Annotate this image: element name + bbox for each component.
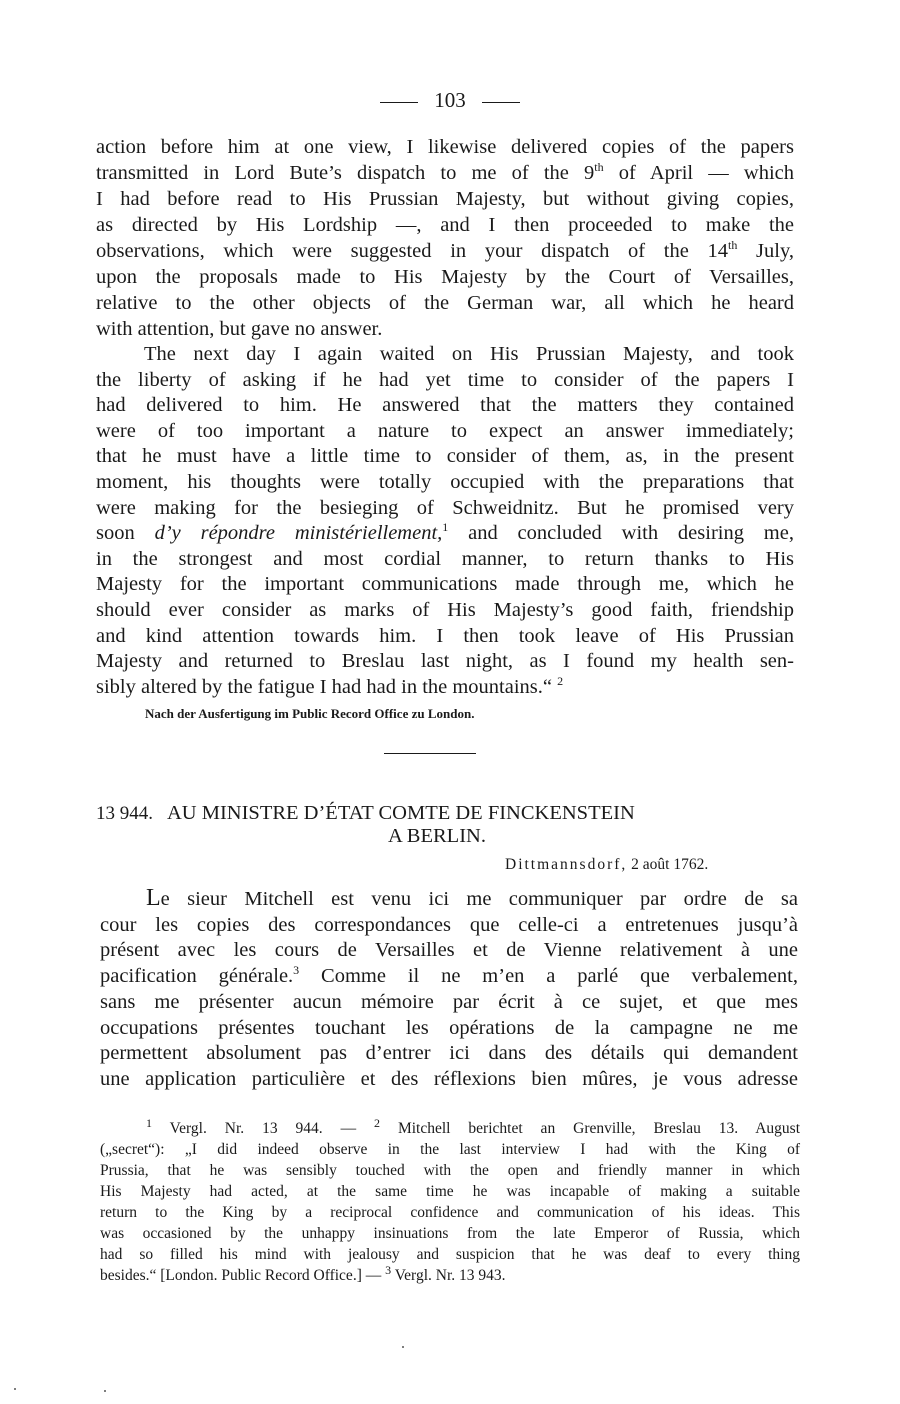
document-heading	[96, 800, 796, 827]
body-line: Majesty for the important communications made through me, which he	[96, 573, 794, 595]
page-number-dash-right	[482, 102, 520, 103]
footnote-line: was occasioned by the unhappy insinuations from the late Emperor of Russia, which	[100, 1225, 800, 1242]
body-line: permettent absolument pas d’entrer ici dans des détails qui demandent	[100, 1042, 798, 1064]
body-line: soon d’y répondre ministériellement,$^1$ and concluded with desiring me,	[96, 520, 794, 544]
footnote-line: $^1$ Vergl. Nr. 13 944. — $^2$ Mitchell berichtet an Grenville, Breslau 13. August	[146, 1115, 800, 1137]
body-line: and kind attention towards him. I then took leave of His Prussian	[96, 625, 794, 647]
body-line: relative to the other objects of the German war, all which he heard	[96, 292, 794, 314]
body-line: in the strongest and most cordial manner, to return thanks to His	[96, 548, 794, 570]
body-line: had delivered to him. He answered that the matters they contained	[96, 394, 794, 416]
drop-cap: L	[146, 885, 161, 911]
body-line: with attention, but gave no answer.	[96, 318, 383, 340]
page-number-text: 103	[434, 88, 466, 112]
dateline-date: 2 août 1762.	[631, 856, 709, 873]
body-line: transmitted in Lord Bute’s dispatch to me of the 9th of April — which	[96, 160, 794, 184]
footnote-line: His Majesty had acted, at the same time he was incapable of making a suitable	[100, 1183, 800, 1200]
source-note: Nach der Ausfertigung im Public Record Office zu London.	[145, 706, 475, 721]
document-heading-line2: A BERLIN.	[388, 825, 486, 847]
body-line: sans me présenter aucun mémoire par écrit à ce sujet, et que mes	[100, 991, 798, 1013]
footnote-line: („secret“): „I did indeed observe in the last interview I had with the King of	[100, 1141, 800, 1158]
body-line: upon the proposals made to His Majesty by the Court of Versailles,	[96, 266, 794, 288]
body-line: should ever consider as marks of His Majesty’s good faith, friendship	[96, 599, 794, 621]
paper-speck	[14, 1388, 16, 1390]
body-line: The next day I again waited on His Prussian Majesty, and took	[144, 343, 794, 365]
body-line: occupations présentes touchant les opérations de la campagne ne me	[100, 1017, 798, 1039]
document-heading-line1: AU MINISTRE D’ÉTAT COMTE DE FINCKENSTEIN	[167, 802, 635, 824]
body-line: Majesty and returned to Breslau last night, as I found my health sen-	[96, 650, 794, 672]
dateline-place: Dittmannsdorf,	[505, 856, 628, 873]
footnote-line: had so filled his mind with jealousy and suspicion that he was deaf to every thing	[100, 1246, 800, 1263]
dateline	[505, 856, 708, 874]
body-line-text: e sieur Mitchell est venu ici me communiquer par ordre de sa	[160, 888, 798, 910]
body-line: moment, his thoughts were totally occupied with the preparations that	[96, 471, 794, 493]
paper-speck	[104, 1390, 106, 1392]
page-number	[0, 88, 900, 113]
paper-speck	[402, 1346, 404, 1348]
footnote-line: Prussia, that he was sensibly touched with the open and friendly manner in which	[100, 1162, 800, 1179]
body-line: were of too important a nature to expect an answer immediately;	[96, 420, 794, 442]
page-number-dash-left	[380, 102, 418, 103]
body-line: une application particulière et des réflexions bien mûres, je vous adresse	[100, 1068, 798, 1090]
body-line: sibly altered by the fatigue I had had in the mountains.“ $^2$	[96, 674, 564, 698]
footnote-line: return to the King by a reciprocal confidence and communication of his ideas. This	[100, 1204, 800, 1221]
document-number: 13 944.	[96, 803, 153, 824]
body-line: cour les copies des correspondances que celle-ci a entretenues jusqu’à	[100, 914, 798, 936]
body-line: that he must have a little time to consider of them, as, in the present	[96, 445, 794, 467]
section-divider	[384, 753, 476, 754]
body-line: were making for the besieging of Schweidnitz. But he promised very	[96, 497, 794, 519]
body-line: pacification générale.$^3$ Comme il ne m’en a parlé que verbalement,	[100, 963, 798, 987]
body-line: I had before read to His Prussian Majesty, but without giving copies,	[96, 188, 794, 210]
body-line: présent avec les cours de Versailles et de Vienne relativement à une	[100, 939, 798, 961]
body-line: the liberty of asking if he had yet time to consider of the papers I	[96, 369, 794, 391]
body-line: action before him at one view, I likewise delivered copies of the papers	[96, 136, 794, 158]
body-line	[100, 885, 798, 911]
footnote-line: besides.“ [London. Public Record Office.] — $^3$ Vergl. Nr. 13 943.	[100, 1262, 506, 1284]
body-line: observations, which were suggested in your dispatch of the 14th July,	[96, 238, 794, 262]
body-line: as directed by His Lordship —, and I then proceeded to make the	[96, 214, 794, 236]
